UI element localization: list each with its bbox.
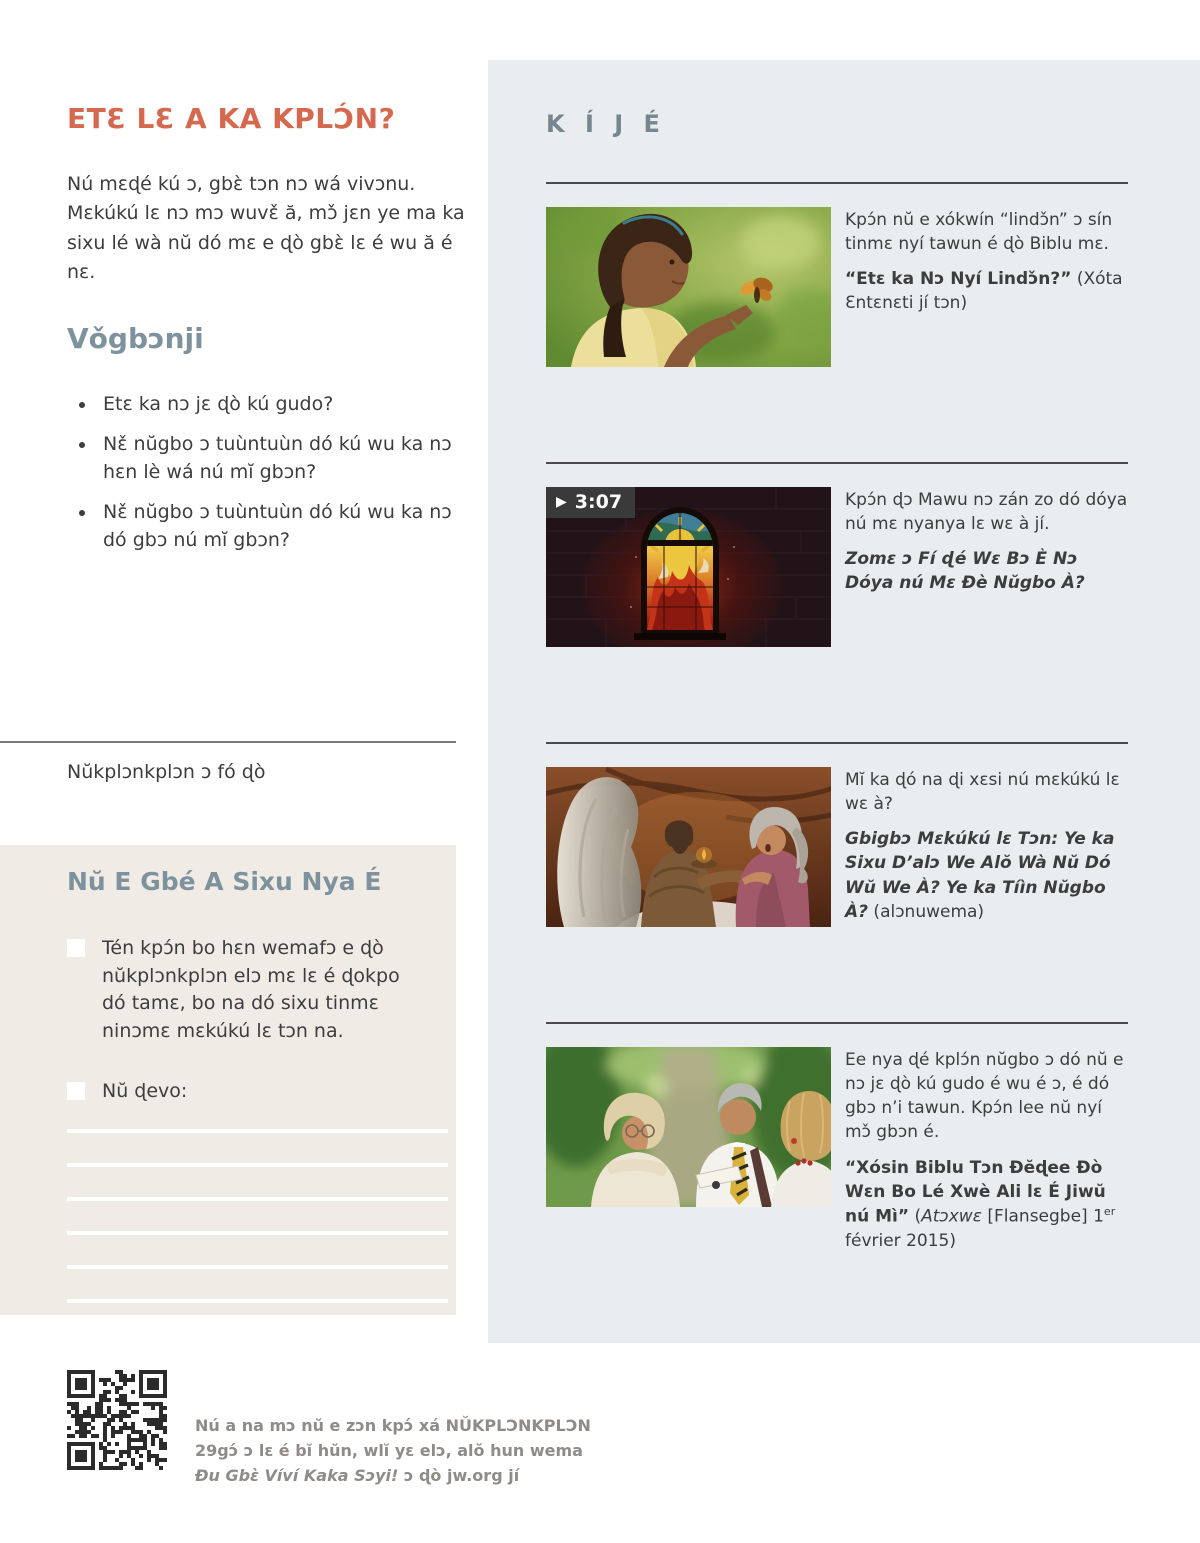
qr-code[interactable] bbox=[67, 1370, 167, 1470]
write-line bbox=[67, 1265, 448, 1269]
write-line bbox=[67, 1163, 448, 1167]
questions-list bbox=[67, 390, 469, 566]
write-line bbox=[67, 1129, 448, 1133]
video-thumbnail[interactable] bbox=[546, 487, 831, 647]
questions-heading: Vǒgbɔnji bbox=[67, 322, 204, 355]
qr-caption-line3-rest: ɔ ɖò jw.org jí bbox=[398, 1465, 520, 1485]
goal-text: Tén kpɔ́n bo hɛn wemafɔ e ɖò nŭkplɔnkplɔn elɔ mɛ lɛ é ɖokpo dó tamɛ, bo na dó sixu tinmɛ ninɔmɛ mɛkúkú lɛ tɔn na. bbox=[102, 937, 400, 1042]
row-title bbox=[845, 1156, 1128, 1253]
row-divider bbox=[546, 742, 1128, 744]
row-divider bbox=[546, 462, 1128, 464]
qr-caption-line1: Nú a na mɔ nŭ e zɔn kpɔ́ xá NŬKPLƆNKPLƆN bbox=[195, 1416, 591, 1435]
question-item: • Etɛ ka nɔ jɛ ɖò kú gudo? bbox=[97, 390, 469, 419]
kije-panel bbox=[488, 60, 1200, 1343]
kije-row bbox=[546, 207, 1128, 367]
section-divider bbox=[0, 741, 456, 743]
row-text bbox=[845, 767, 1128, 927]
publication-title: Ðu Gbɛ̀ Víví Kaka Sɔyi! bbox=[195, 1465, 399, 1485]
qr-caption bbox=[195, 1414, 615, 1488]
row-divider bbox=[546, 1022, 1128, 1024]
row-description: Kpɔ́n nŭ e xókwín “lindɔ̌n” ɔ sín tinmɛ nyí tawun é ɖò Biblu mɛ. bbox=[845, 210, 1113, 255]
completion-note: Nŭkplɔnkplɔn ɔ fó ɖò bbox=[67, 761, 266, 783]
kije-row bbox=[546, 1047, 1128, 1253]
goal-item bbox=[67, 1078, 422, 1106]
park-conversation-image bbox=[546, 1047, 831, 1207]
reference-text: [Flansegbe] 1 bbox=[981, 1206, 1104, 1227]
cave-painting-image bbox=[546, 767, 831, 927]
play-icon: ▶ bbox=[556, 494, 567, 510]
row-text bbox=[845, 1047, 1128, 1253]
goal-text: Nŭ ɖevo: bbox=[102, 1080, 188, 1102]
page-title: ETƐ LƐ A KA KPLƆ́N? bbox=[67, 102, 396, 135]
video-title: Zomɛ ɔ Fí ɖé Wɛ Bɔ È Nɔ Dóya nú Mɛ Ðè Nŭgbo À? bbox=[845, 549, 1085, 594]
goals-box bbox=[0, 845, 456, 1315]
row-title bbox=[845, 827, 1128, 924]
write-line bbox=[67, 1299, 448, 1303]
kije-heading: K Í J É bbox=[546, 110, 666, 138]
publication-type: (alɔnuwema) bbox=[868, 901, 985, 922]
qr-caption-line2: 29gɔ́ ɔ lɛ é bĭ hŭn, wlĭ yɛ elɔ, alŏ hun wema bbox=[195, 1440, 583, 1460]
reference-text: ( bbox=[909, 1206, 922, 1227]
article-source: (Xóta Ɛntɛnɛti jí tɔn) bbox=[845, 269, 1123, 314]
goal-item bbox=[67, 935, 422, 1045]
row-divider bbox=[546, 182, 1128, 184]
write-in-lines bbox=[67, 1129, 448, 1333]
row-description: Mĭ ka ɖó na ɖi xɛsi nú mɛkúkú lɛ wɛ à? bbox=[845, 770, 1120, 815]
video-duration-badge bbox=[546, 487, 635, 518]
row-text bbox=[845, 207, 1128, 367]
question-item: • Nɛ̌ nŭgbo ɔ tuùntuùn dó kú wu ka nɔ dó gbɔ nú mĭ gbɔn? bbox=[97, 498, 469, 555]
reference-text: février 2015) bbox=[845, 1230, 956, 1251]
brochure-title: Gbigbɔ Mɛkúkú lɛ Tɔn: Ye ka Sixu D’alɔ We Alŏ Wà Nŭ Dó Wŭ We À? Ye ka Tíìn Nŭgbo À? bbox=[845, 829, 1115, 922]
qr-section bbox=[67, 1370, 615, 1488]
write-line bbox=[67, 1231, 448, 1235]
checkbox[interactable] bbox=[67, 939, 85, 957]
video-duration: 3:07 bbox=[574, 491, 623, 513]
row-description: Ee nya ɖé kplɔ́n nŭgbo ɔ dó nŭ e nɔ jɛ ɖò kú gudo é wu é ɔ, é dó gbɔ n’i tawun. Kpɔ́n lee nŭ nyí mɔ̌ gbɔn é. bbox=[845, 1050, 1124, 1143]
journal-name: Atɔxwɛ bbox=[921, 1206, 982, 1227]
question-item: • Nɛ̌ nŭgbo ɔ tuùntuùn dó kú wu ka nɔ hɛn lè wá nú mĭ gbɔn? bbox=[97, 430, 469, 487]
article-title: “Xósin Biblu Tɔn Ðĕɖee Ðò Wɛn Bo Lé Xwè Ali lɛ É Jiwŭ nú Mì” bbox=[845, 1157, 1106, 1227]
write-line bbox=[67, 1197, 448, 1201]
row-title bbox=[845, 547, 1128, 595]
goals-heading: Nŭ E Gbé A Sixu Nya É bbox=[67, 867, 382, 896]
row-title bbox=[845, 267, 1128, 315]
ordinal-superscript: er bbox=[1103, 1204, 1116, 1218]
checkbox[interactable] bbox=[67, 1082, 85, 1100]
article-title: “Etɛ ka Nɔ Nyí Lindɔ̌n?” bbox=[845, 269, 1072, 290]
kije-row bbox=[546, 487, 1128, 647]
row-text bbox=[845, 487, 1128, 647]
row-description: Kpɔ́n ɖɔ Mawu nɔ zán zo dó dóya nú mɛ nyanya lɛ wɛ à jí. bbox=[845, 490, 1128, 535]
girl-butterfly-image bbox=[546, 207, 831, 367]
intro-paragraph: Nú mɛɖé kú ɔ, gbɛ̀ tɔn nɔ wá vivɔnu. Mɛkúkú lɛ nɔ mɔ wuvɛ̌ ă, mɔ̌ jɛn ye ma ka sixu lé wà nŭ dó mɛ e ɖò gbɛ̀ lɛ é wu ă é nɛ. bbox=[67, 173, 465, 284]
kije-row bbox=[546, 767, 1128, 927]
